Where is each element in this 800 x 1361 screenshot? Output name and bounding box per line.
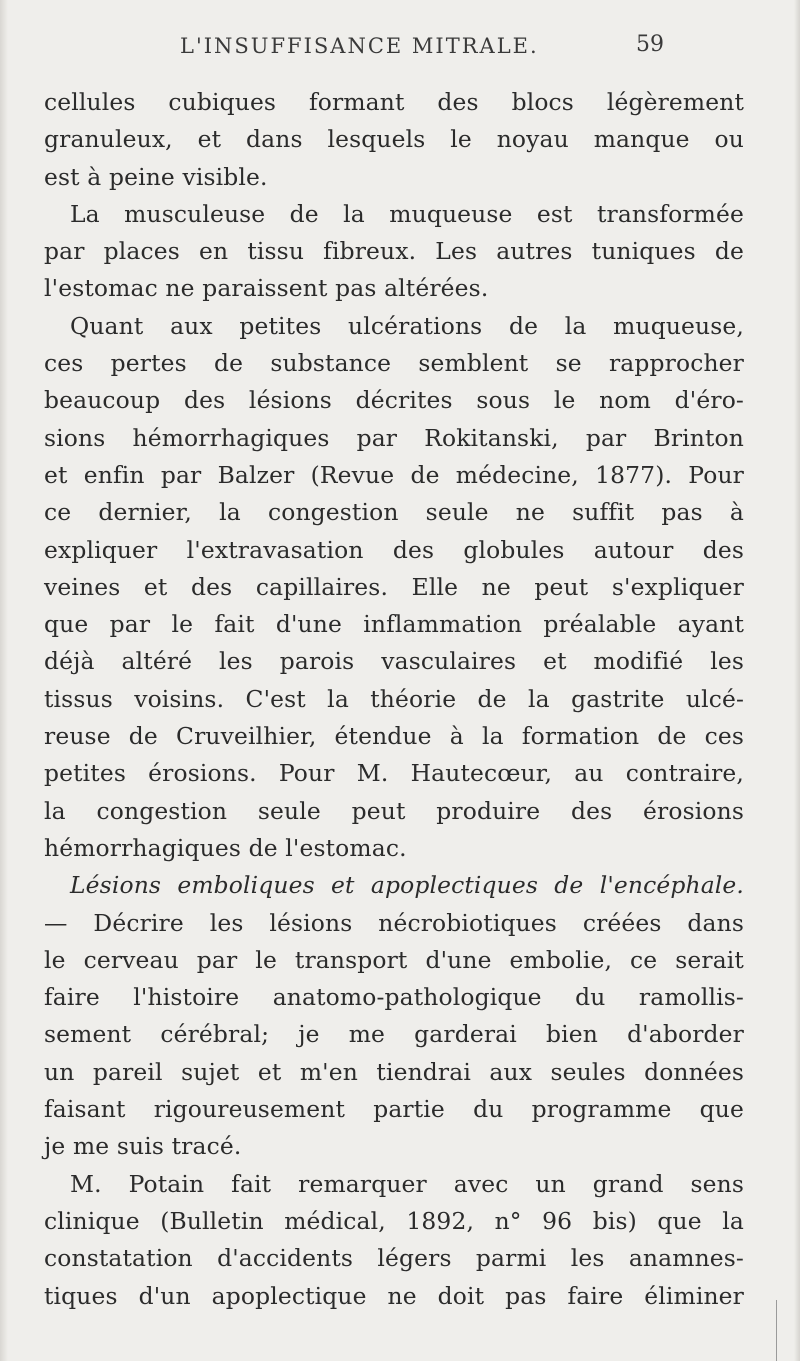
text-line: que par le fait d'une inflammation préalable ayant	[44, 610, 744, 639]
text-line: l'estomac ne paraissent pas altérées.	[44, 274, 489, 303]
text-line: tiques d'un apoplectique ne doit pas faire éliminer	[44, 1281, 744, 1310]
text-line: cellules cubiques formant des blocs légèrement	[44, 88, 744, 116]
text-line: ces pertes de substance semblent se rapprocher	[44, 349, 744, 378]
text-line: un pareil sujet et m'en tiendrai aux seules données	[44, 1057, 744, 1086]
text-line: constatation d'accidents légers parmi les anamnes-	[44, 1244, 744, 1273]
text-line: est à peine visible.	[44, 162, 268, 191]
text-line: hémorrhagiques de l'estomac.	[44, 833, 407, 862]
page-edge-shadow	[794, 0, 800, 1361]
body-text	[44, 84, 744, 1315]
text-line: M. Potain fait remarquer avec un grand sens	[70, 1169, 744, 1198]
text-line: — Décrire les lésions nécrobiotiques créées dans	[44, 908, 744, 937]
text-line: je me suis tracé.	[44, 1132, 242, 1161]
scan-artifact-line	[776, 1300, 777, 1361]
text-line: Quant aux petites ulcérations de la muqueuse,	[70, 311, 744, 340]
text-line: beaucoup des lésions décrites sous le nom d'éro-	[44, 386, 744, 415]
page-gutter-shadow	[0, 0, 8, 1361]
text-line: sement cérébral; je me garderai bien d'aborder	[44, 1020, 744, 1049]
text-line: la congestion seule peut produire des érosions	[44, 796, 744, 825]
text-line: le cerveau par le transport d'une embolie, ce serait	[44, 945, 744, 974]
text-line: clinique (Bulletin médical, 1892, n° 96 bis) que la	[44, 1206, 744, 1235]
text-line: reuse de Cruveilhier, étendue à la formation de ces	[44, 722, 744, 751]
text-line: faire l'histoire anatomo-pathologique du ramollis-	[44, 983, 744, 1012]
text-line: petites érosions. Pour M. Hautecœur, au contraire,	[44, 759, 744, 788]
page-header	[0, 32, 800, 66]
section-heading: Lésions emboliques et apoplectiques de l'encéphale.	[70, 871, 744, 900]
text-line: tissus voisins. C'est la théorie de la gastrite ulcé-	[44, 684, 744, 713]
text-line: expliquer l'extravasation des globules autour des	[44, 535, 744, 564]
page-number: 59	[636, 32, 664, 57]
text-line: par places en tissu fibreux. Les autres tuniques de	[44, 237, 744, 266]
text-line: granuleux, et dans lesquels le noyau manque ou	[44, 125, 744, 154]
text-line: La musculeuse de la muqueuse est transformée	[70, 199, 744, 228]
text-line: faisant rigoureusement partie du programme que	[44, 1095, 744, 1124]
text-line: sions hémorrhagiques par Rokitanski, par Brinton	[44, 423, 744, 452]
text-line: veines et des capillaires. Elle ne peut s'expliquer	[44, 572, 744, 601]
running-title: L'INSUFFISANCE MITRALE.	[180, 34, 539, 58]
text-line: ce dernier, la congestion seule ne suffit pas à	[44, 498, 744, 527]
text-line: et enfin par Balzer (Revue de médecine, 1877). Pour	[44, 460, 744, 489]
text-line: déjà altéré les parois vasculaires et modifié les	[44, 647, 744, 676]
